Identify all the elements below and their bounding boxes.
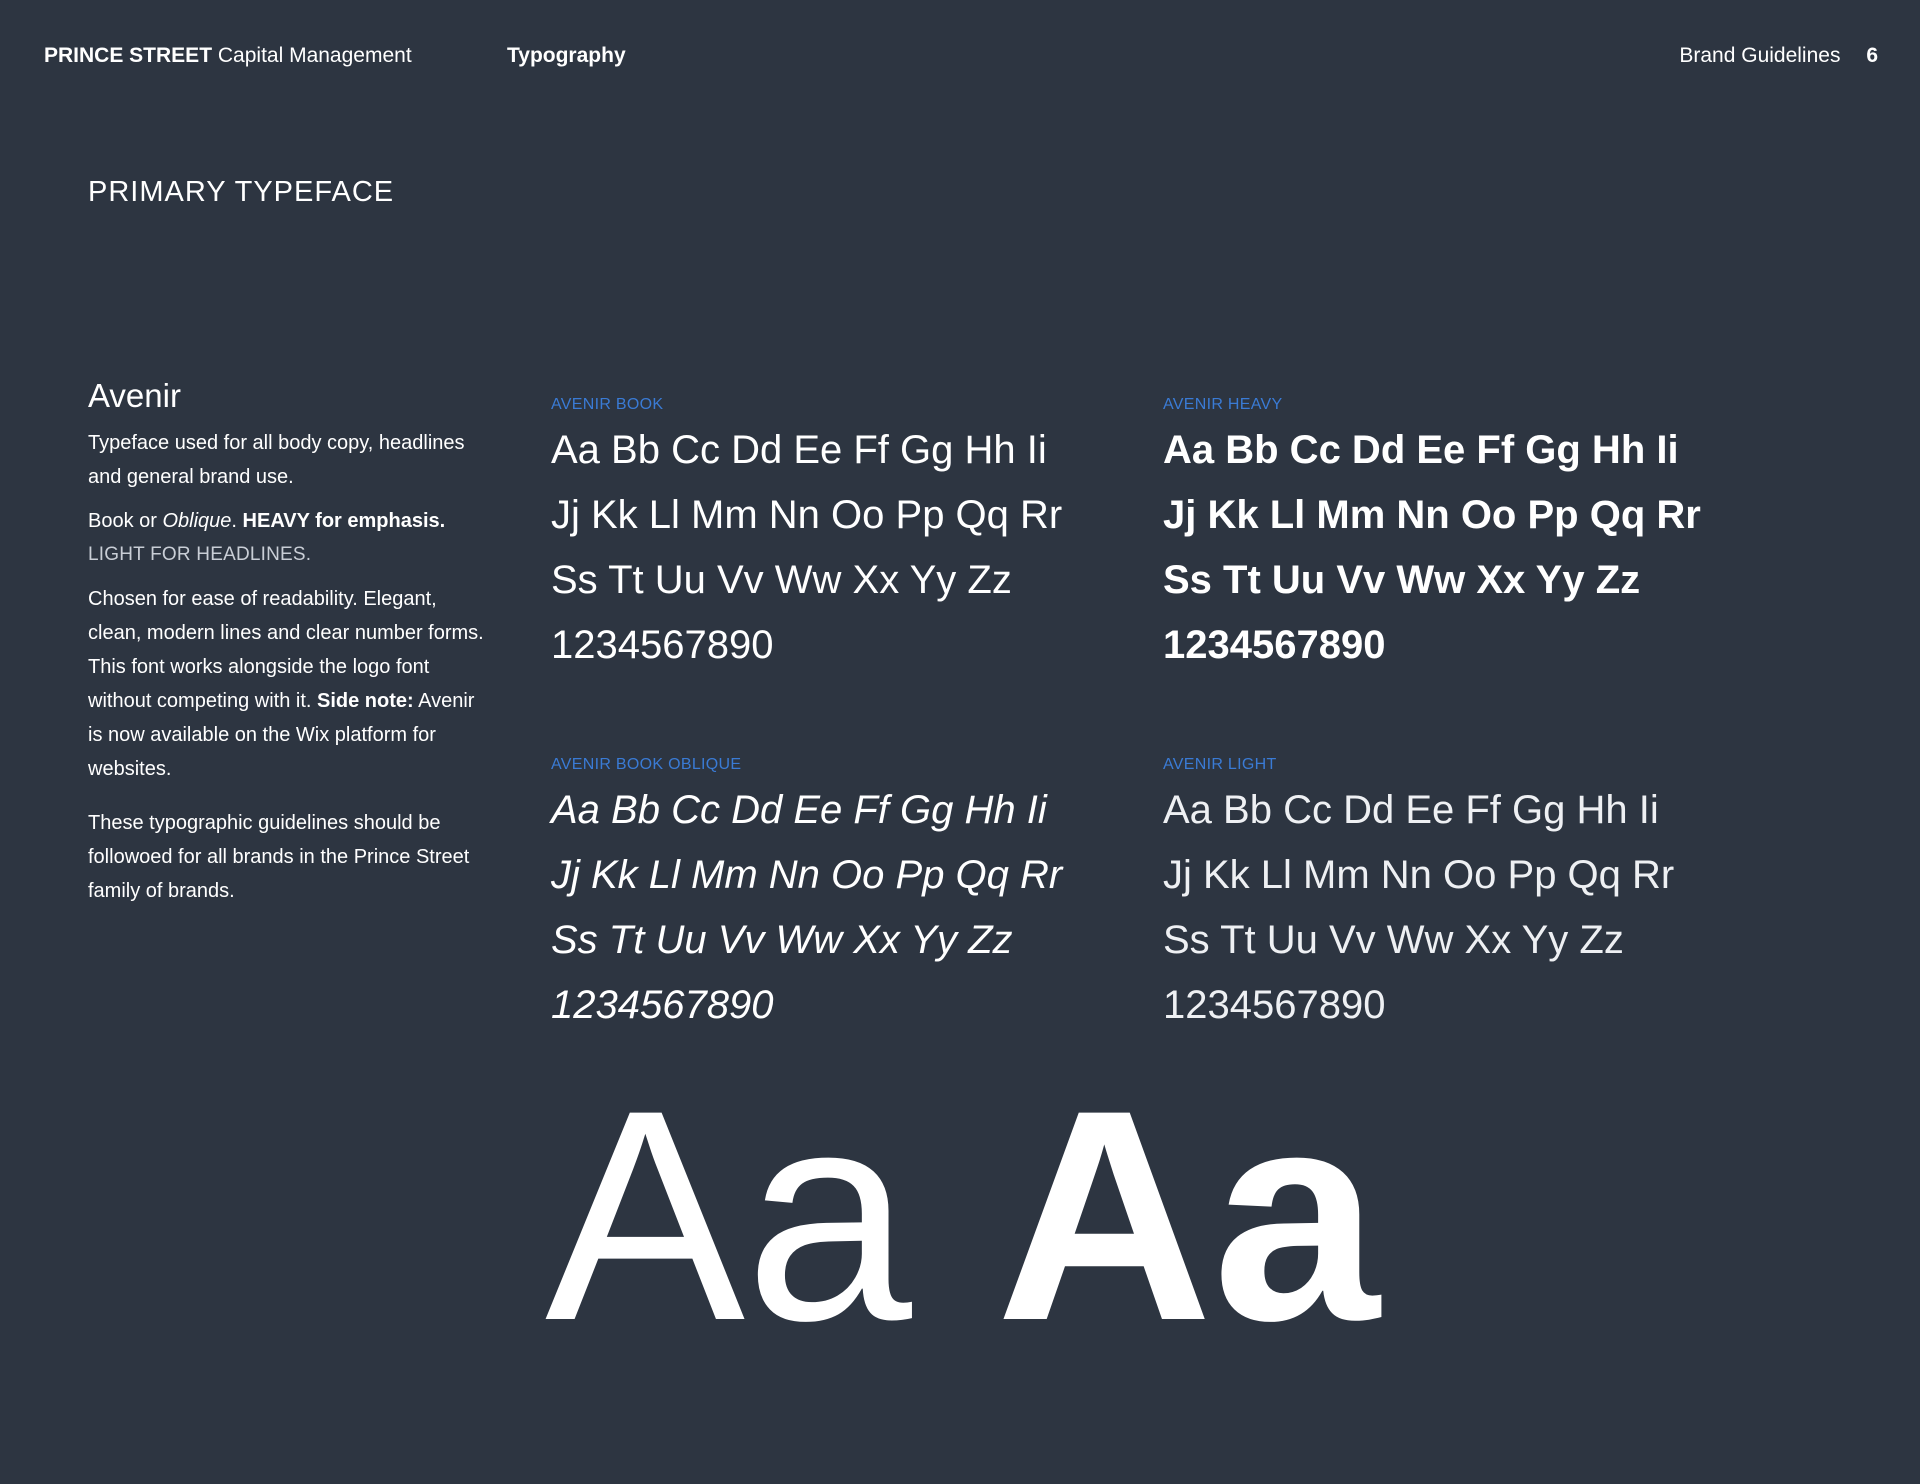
specimen-line: Ss Tt Uu Vv Ww Xx Yy Zz: [1163, 918, 1624, 962]
desc-light-headlines: LIGHT FOR HEADLINES.: [88, 544, 312, 565]
specimen-line: Jj Kk Ll Mm Nn Oo Pp Qq Rr: [551, 493, 1063, 537]
side-note-label: Side note:: [317, 690, 414, 712]
desc-weights: [88, 504, 488, 538]
desc-usage: Typeface used for all body copy, headlines and general brand use.: [88, 432, 465, 488]
large-sample-heavy: Aa: [996, 1047, 1380, 1383]
brand-name-rest: Capital Management: [217, 44, 412, 67]
specimen-line: Aa Bb Cc Dd Ee Ff Gg Hh Ii: [551, 428, 1047, 472]
specimen-light: [1163, 752, 1763, 1038]
specimen-line: Jj Kk Ll Mm Nn Oo Pp Qq Rr: [551, 853, 1063, 897]
desc-weights-oblique: Oblique: [162, 510, 232, 532]
large-sample-regular: Aa: [545, 1047, 912, 1383]
desc-weights-heavy: HEAVY for emphasis.: [242, 510, 446, 532]
specimen-numerals: 1234567890: [1163, 983, 1386, 1027]
specimen-numerals: 1234567890: [551, 623, 774, 667]
specimen-book: [551, 392, 1151, 678]
side-note-text: Avenir is now available on the Wix platform for websites.: [88, 690, 475, 780]
desc-weights-a: Book or: [88, 510, 163, 532]
specimen-line: Aa Bb Cc Dd Ee Ff Gg Hh Ii: [551, 788, 1047, 832]
desc-guidelines-note: These typographic guidelines should be followoed for all brands in the Prince Street family of brands.: [88, 812, 470, 902]
specimen-line: Jj Kk Ll Mm Nn Oo Pp Qq Rr: [1163, 853, 1675, 897]
specimen-label: AVENIR HEAVY: [1163, 396, 1283, 413]
desc-rationale: [88, 582, 488, 786]
font-name: Avenir: [88, 377, 181, 414]
specimen-line: Aa Bb Cc Dd Ee Ff Gg Hh Ii: [1163, 788, 1659, 832]
header-brand: [44, 44, 412, 68]
specimen-book-oblique: [551, 752, 1151, 1038]
specimen-label: AVENIR BOOK OBLIQUE: [551, 756, 742, 773]
specimen-line: Aa Bb Cc Dd Ee Ff Gg Hh Ii: [1163, 428, 1679, 472]
desc-weights-b: .: [231, 510, 243, 532]
specimen-numerals: 1234567890: [1163, 623, 1386, 667]
specimen-label: AVENIR BOOK: [551, 396, 664, 413]
specimen-label: AVENIR LIGHT: [1163, 756, 1277, 773]
brand-name-bold: PRINCE STREET: [44, 44, 213, 67]
specimen-line: Ss Tt Uu Vv Ww Xx Yy Zz: [1163, 558, 1641, 602]
header-doc-info: [1679, 44, 1878, 68]
typeface-description: [88, 376, 488, 918]
specimen-heavy: [1163, 392, 1763, 678]
specimen-line: Ss Tt Uu Vv Ww Xx Yy Zz: [551, 558, 1012, 602]
page-number: 6: [1866, 44, 1878, 67]
specimen-numerals: 1234567890: [551, 983, 774, 1027]
desc-rationale-text: Chosen for ease of readability. Elegant, clean, modern lines and clear number forms. This font works alongside the logo font without competing with it.: [88, 588, 484, 712]
doc-title: Brand Guidelines: [1679, 44, 1841, 67]
page-title: PRIMARY TYPEFACE: [88, 176, 395, 208]
specimen-line: Jj Kk Ll Mm Nn Oo Pp Qq Rr: [1163, 493, 1701, 537]
specimen-line: Ss Tt Uu Vv Ww Xx Yy Zz: [551, 918, 1013, 962]
header-section-title: Typography: [507, 44, 626, 67]
